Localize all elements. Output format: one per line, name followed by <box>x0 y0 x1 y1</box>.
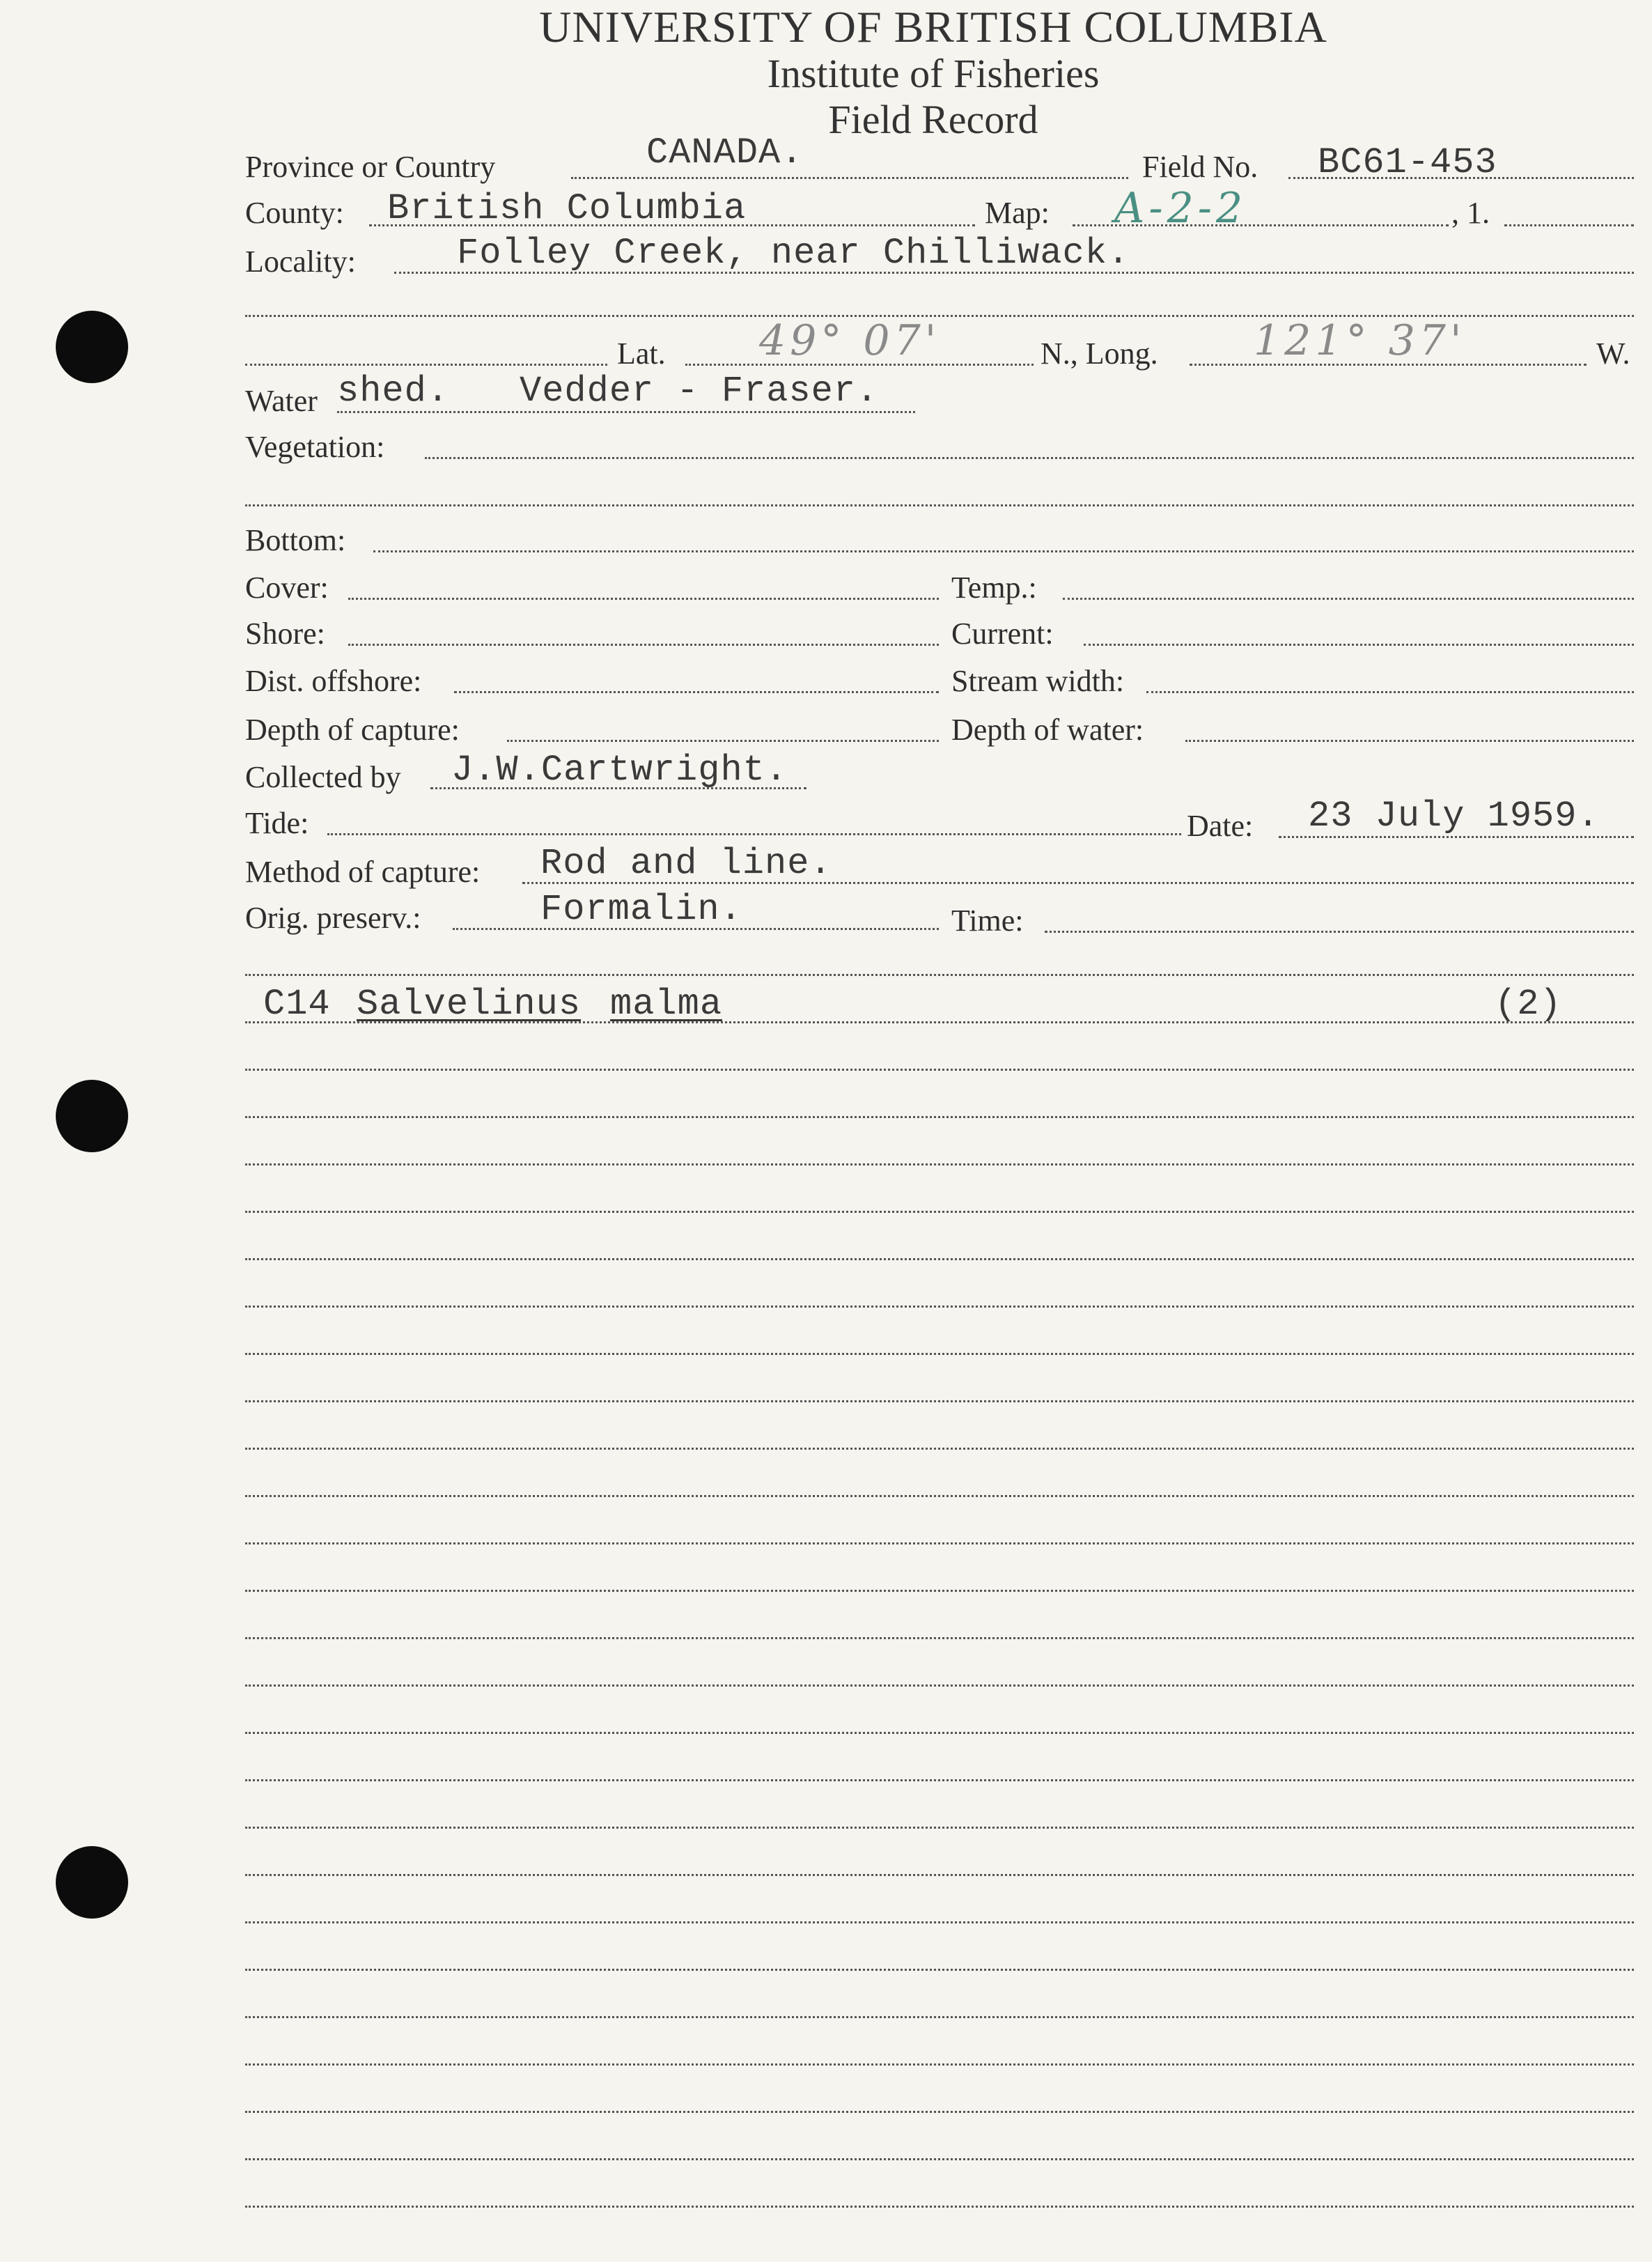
specimen-count: (2) <box>1495 984 1562 1025</box>
county-value: British Columbia <box>387 188 747 229</box>
cover-label: Cover: <box>245 571 329 605</box>
shore-label: Shore: <box>245 617 325 651</box>
orig-preserv-label: Orig. preserv.: <box>245 901 421 935</box>
province-value: CANADA. <box>646 132 804 173</box>
ruled-line <box>245 1874 1634 1876</box>
lat-value: 49° 07' <box>759 316 941 365</box>
depth-capture-label: Depth of capture: <box>245 713 460 747</box>
orig-preserv-value: Formalin. <box>540 889 742 930</box>
method-value: Rod and line. <box>540 843 832 884</box>
tide-line <box>327 833 1181 835</box>
vegetation-line <box>425 457 1634 459</box>
ruled-line <box>245 1069 1634 1071</box>
ruled-line <box>245 1116 1634 1118</box>
time-line <box>1045 931 1634 933</box>
map-tail-line <box>1504 224 1634 226</box>
ruled-line <box>245 2206 1634 2208</box>
bottom-line <box>373 550 1634 552</box>
ruled-line <box>245 2111 1634 2113</box>
bottom-label: Bottom: <box>245 523 346 557</box>
ruled-line <box>245 1684 1634 1687</box>
field-no-label: Field No. <box>1142 150 1259 184</box>
temp-line <box>1063 598 1634 600</box>
watershed-suffix: shed. <box>337 371 450 412</box>
depth-capture-line <box>507 740 939 742</box>
depth-water-line <box>1185 740 1634 742</box>
time-label: Time: <box>951 904 1024 938</box>
ruled-line <box>245 1400 1634 1402</box>
shore-line <box>348 644 939 646</box>
vegetation-line-2 <box>245 504 1634 506</box>
province-line <box>571 177 1128 179</box>
date-value: 23 July 1959. <box>1308 796 1600 837</box>
watershed-label: Water <box>245 384 318 418</box>
ruled-line <box>245 1495 1634 1497</box>
punch-hole <box>56 311 128 383</box>
punch-hole <box>56 1846 128 1919</box>
date-label: Date: <box>1187 809 1254 843</box>
institute-title: Institute of Fisheries <box>767 51 1100 96</box>
province-label: Province or Country <box>245 150 496 184</box>
ruled-line <box>245 1779 1634 1781</box>
dist-offshore-line <box>454 691 939 693</box>
ruled-line <box>245 1732 1634 1734</box>
tide-label: Tide: <box>245 806 309 840</box>
locality-label: Locality: <box>245 245 356 279</box>
ruled-line <box>245 1353 1634 1355</box>
university-title: UNIVERSITY OF BRITISH COLUMBIA <box>539 2 1327 52</box>
ruled-line <box>245 1827 1634 1829</box>
temp-label: Temp.: <box>951 571 1037 605</box>
ruled-line <box>245 1448 1634 1450</box>
long-label: N., Long. <box>1041 336 1158 371</box>
ruled-line <box>245 2158 1634 2160</box>
ruled-line <box>245 2016 1634 2018</box>
stream-width-label: Stream width: <box>951 664 1125 698</box>
cover-line <box>348 598 939 600</box>
depth-water-label: Depth of water: <box>951 713 1144 747</box>
ruled-line <box>245 1637 1634 1639</box>
west-label: W. <box>1596 336 1630 371</box>
punch-hole <box>56 1080 128 1152</box>
collected-by-value: J.W.Cartwright. <box>451 750 788 791</box>
ruled-line <box>245 1258 1634 1260</box>
ruled-line <box>245 1542 1634 1544</box>
specimen-genus: Salvelinus <box>357 984 582 1025</box>
ruled-line <box>245 1163 1634 1165</box>
specimen-species: malma <box>610 984 723 1025</box>
stream-width-line <box>1146 691 1634 693</box>
map-value: A-2-2 <box>1114 184 1247 233</box>
map-suffix: , 1. <box>1451 196 1490 230</box>
current-line <box>1084 644 1634 646</box>
county-label: County: <box>245 196 344 230</box>
specimen-code: C14 <box>263 984 331 1025</box>
lat-label: Lat. <box>617 336 666 371</box>
field-no-value: BC61-453 <box>1318 142 1497 183</box>
ruled-line <box>245 1306 1634 1308</box>
ruled-line <box>245 974 1634 976</box>
ruled-line <box>245 1211 1634 1213</box>
map-label: Map: <box>985 196 1050 230</box>
locality-value: Folley Creek, near Chilliwack. <box>457 233 1130 274</box>
ruled-line <box>245 1969 1634 1971</box>
collected-by-label: Collected by <box>245 760 401 794</box>
method-label: Method of capture: <box>245 855 481 889</box>
ruled-line <box>245 2063 1634 2066</box>
vegetation-label: Vegetation: <box>245 430 385 464</box>
ruled-line <box>245 1021 1634 1023</box>
ruled-line <box>245 1921 1634 1923</box>
current-label: Current: <box>951 617 1054 651</box>
lat-pre-line <box>245 364 607 366</box>
form-title: Field Record <box>828 97 1038 142</box>
watershed-value: Vedder - Fraser. <box>520 371 879 412</box>
dist-offshore-label: Dist. offshore: <box>245 664 422 698</box>
long-value: 121° 37' <box>1254 316 1466 365</box>
ruled-line <box>245 1590 1634 1592</box>
